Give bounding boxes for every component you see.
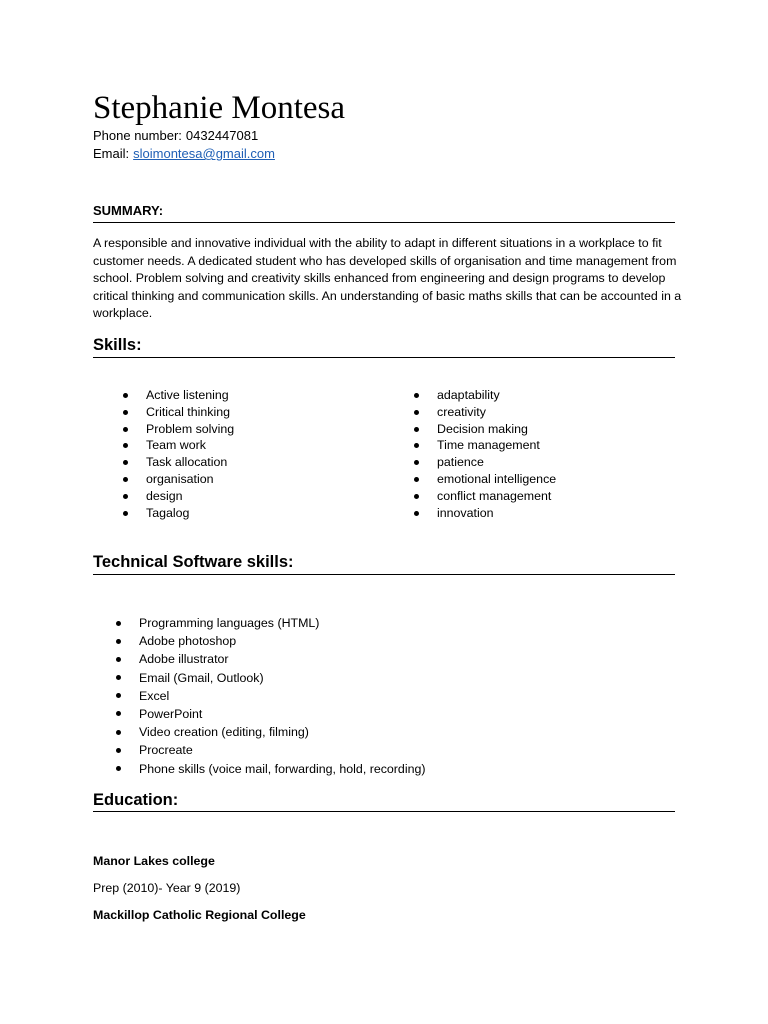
list-item <box>139 614 426 632</box>
bullet-icon <box>123 494 128 499</box>
bullet-icon <box>414 427 419 432</box>
phone-label: Phone number: <box>93 128 182 143</box>
bullet-icon <box>116 711 121 716</box>
list-item <box>139 669 426 687</box>
phone-value: 0432447081 <box>185 128 259 143</box>
bullet-icon <box>116 748 121 753</box>
tech-skill-text: Programming languages (HTML) <box>139 616 320 630</box>
email-label: Email: <box>93 146 130 161</box>
education-heading: Education: <box>93 791 179 809</box>
skill-text: organisation <box>146 471 214 486</box>
list-item <box>146 404 234 421</box>
candidate-name: Stephanie Montesa <box>93 90 346 126</box>
bullet-icon <box>116 675 121 680</box>
bullet-icon <box>414 494 419 499</box>
tech-skill-text: Excel <box>139 688 170 703</box>
bullet-icon <box>116 766 121 771</box>
list-item <box>437 421 556 438</box>
tech-skill-text: PowerPoint <box>139 706 203 721</box>
skill-text: Critical thinking <box>146 404 231 419</box>
list-item <box>146 454 234 471</box>
bullet-icon <box>414 477 419 482</box>
list-item <box>139 687 426 705</box>
skills-heading: Skills: <box>93 336 142 354</box>
tech-skill-text: Phone skills (voice mail, forwarding, hold, recording) <box>139 761 426 776</box>
tech-skill-text: Video creation (editing, filming) <box>139 725 309 740</box>
bullet-icon <box>116 621 121 626</box>
list-item <box>146 471 234 488</box>
bullet-icon <box>414 393 419 398</box>
technical-skills-list <box>139 614 426 778</box>
summary-heading: SUMMARY: <box>93 203 164 218</box>
skill-text: creativity <box>437 404 486 419</box>
school-years: Prep (2010)- Year 9 (2019) <box>93 881 241 895</box>
skill-text: patience <box>437 455 484 470</box>
list-item <box>139 632 426 650</box>
skills-divider <box>93 357 675 358</box>
list-item <box>139 741 426 759</box>
skill-text: innovation <box>437 505 494 520</box>
school-name: Manor Lakes college <box>93 854 215 868</box>
skills-list-left <box>146 387 234 521</box>
bullet-icon <box>116 693 121 698</box>
skill-text: design <box>146 488 183 503</box>
bullet-icon <box>123 427 128 432</box>
tech-skill-text: Email (Gmail, Outlook) <box>139 670 264 685</box>
list-item <box>437 387 556 404</box>
bullet-icon <box>414 443 419 448</box>
list-item <box>146 421 234 438</box>
list-item <box>139 650 426 668</box>
skill-text: emotional intelligence <box>437 471 557 486</box>
technical-skills-heading: Technical Software skills: <box>93 553 294 571</box>
skill-text: Active listening <box>146 388 229 402</box>
school-name: Mackillop Catholic Regional College <box>93 908 306 922</box>
bullet-icon <box>123 443 128 448</box>
technical-skills-divider <box>93 574 675 575</box>
education-divider <box>93 811 675 812</box>
list-item <box>437 404 556 421</box>
list-item <box>437 471 556 488</box>
email-line <box>93 145 275 163</box>
skill-text: Task allocation <box>146 455 228 470</box>
tech-skill-text: Adobe photoshop <box>139 634 237 649</box>
skill-text: Team work <box>146 438 206 453</box>
list-item <box>437 437 556 454</box>
tech-skill-text: Adobe illustrator <box>139 652 229 667</box>
bullet-icon <box>123 511 128 516</box>
list-item <box>437 505 556 522</box>
tech-skill-text: Procreate <box>139 743 193 758</box>
summary-paragraph: A responsible and innovative individual with the ability to adapt in different situations in a workplace to fit customer needs. A dedicated student who has developed skills of organisation and time management from school. Problem solving and creativity skills enhanced from engineering and design programs to develop critical thinking and communication skills. An understanding of basic maths skills that can be accounted in a workplace. <box>93 236 682 321</box>
skill-text: Problem solving <box>146 421 235 436</box>
skill-text: adaptability <box>437 388 500 402</box>
list-item <box>146 505 234 522</box>
list-item <box>139 705 426 723</box>
bullet-icon <box>116 639 121 644</box>
skill-text: Decision making <box>437 421 528 436</box>
skill-text: Time management <box>437 438 540 453</box>
list-item <box>146 437 234 454</box>
phone-line <box>93 127 258 145</box>
bullet-icon <box>414 511 419 516</box>
list-item <box>139 723 426 741</box>
bullet-icon <box>123 410 128 415</box>
bullet-icon <box>123 393 128 398</box>
bullet-icon <box>123 460 128 465</box>
list-item <box>146 387 234 404</box>
bullet-icon <box>414 460 419 465</box>
bullet-icon <box>414 410 419 415</box>
list-item <box>139 760 426 778</box>
summary-divider <box>93 222 675 223</box>
skills-list-right <box>437 387 556 521</box>
skill-text: conflict management <box>437 488 552 503</box>
list-item <box>437 488 556 505</box>
skill-text: Tagalog <box>146 505 190 520</box>
bullet-icon <box>116 730 121 735</box>
bullet-icon <box>116 657 121 662</box>
bullet-icon <box>123 477 128 482</box>
email-link[interactable]: sloimontesa@gmail.com <box>133 146 275 161</box>
list-item <box>437 454 556 471</box>
list-item <box>146 488 234 505</box>
